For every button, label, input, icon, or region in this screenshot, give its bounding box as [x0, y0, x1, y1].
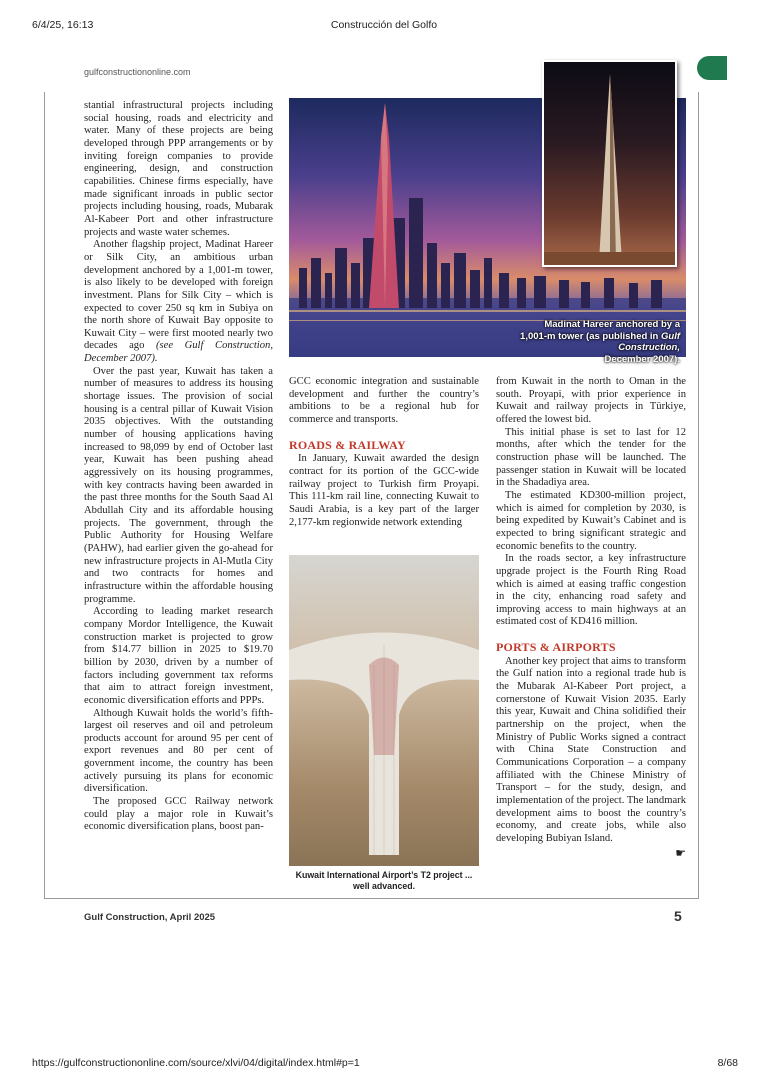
print-title: Construcción del Golfo	[330, 19, 438, 31]
paragraph: GCC economic integration and sustainable development and further the country’s ambitions to be a regional hub for commerce and transports.	[289, 376, 479, 425]
caption-line: Kuwait International Airport’s T2 project ...	[295, 870, 473, 880]
paragraph: from Kuwait in the north to Oman in the south. Proyapi, with prior experience in Kuwait and railway projects in Türkiye, offered the lowest bid.	[496, 376, 686, 425]
page-number: 5	[674, 908, 682, 924]
paragraph: Although Kuwait holds the world’s fifth-largest oil reserves and oil and petroleum products account for around 95 per cent of export revenues and 80 per cent of government income, the country has been actively pursuing its plans for economic diversification.	[84, 707, 273, 795]
article-column-3	[496, 376, 686, 859]
corner-tab	[697, 56, 727, 80]
paragraph-text: Another flagship project, Madinat Hareer or Silk City, an ambitious urban development anchored by a 1,001-m tower, is also likely to be developed with foreign investment. Plans for Silk City – which is expected to cover 250 sq km in Subiya on the north shore of Kuwait Bay opposite to Kuwait City – were first mooted nearly two decades ago	[84, 239, 273, 352]
caption-line: December 2007).	[604, 353, 680, 365]
frame-right-line	[698, 92, 699, 898]
publication-label: Gulf Construction, April 2025	[84, 912, 216, 923]
tower-illustration	[544, 62, 675, 265]
paragraph: The estimated KD300-million project, which is aimed for completion by 2030, is being expedited by Kuwait’s Cabinet and is expected to bring significant strategic and economic benefits to the country.	[496, 489, 686, 552]
article-column-1	[84, 100, 273, 834]
paragraph: In January, Kuwait awarded the design contract for its portion of the GCC-wide railway project to Turkish firm Proyapi. This 111-km rail line, connecting Kuwait to Saudi Arabia, is a key part of the larger 2,177-km regionwide network extending	[289, 453, 479, 528]
article-column-2	[289, 376, 479, 529]
paragraph: stantial infrastructural projects including social housing, roads and electricity and water. Many of these projects are being developed through PPP arrangements or by inviting foreign companies to provide engineering, design, and construction capabilities. Chinese firms especially, have made significant inroads in public sector projects including housing, roads, Mubarak Al-Kabeer Port and other infrastructure projects and waste water schemes.	[84, 100, 273, 238]
paragraph: In the roads sector, a key infrastructure upgrade project is the Fourth Ring Road which is aimed at easing traffic congestion in the city, enhancing road safety and improving access to main highways at an estimated cost of KD416 million.	[496, 553, 686, 628]
paragraph: This initial phase is set to last for 12 months, after which the tender for the construction phase will be launched. The passenger station in Kuwait will be located in the Shadadiya area.	[496, 426, 686, 489]
airport-illustration	[289, 555, 479, 866]
citation: (see Gulf Construction, December 2007).	[84, 340, 273, 365]
airport-caption	[289, 870, 479, 892]
site-label[interactable]: gulfconstructiononline.com	[84, 67, 191, 77]
paragraph	[84, 239, 273, 366]
caption-line: well advanced.	[352, 881, 416, 891]
frame-left-line	[44, 92, 45, 898]
paragraph: According to leading market research company Mordor Intelligence, the Kuwait construction market is projected to grow from $14.77 billion in 2025 to $19.70 billion by 2030, driven by a number of factors including government tax reforms that aim to attract foreign investment, economic diversification efforts and PPPs.	[84, 606, 273, 706]
airport-image	[289, 555, 479, 866]
paragraph: The proposed GCC Railway network could play a major role in Kuwait’s economic diversification plans, boost pan-	[84, 796, 273, 833]
print-page-count: 8/68	[717, 1057, 738, 1069]
section-heading-ports-airports: PORTS & AIRPORTS	[496, 640, 616, 655]
skyline-caption	[490, 319, 680, 365]
paragraph: Over the past year, Kuwait has taken a number of measures to address its housing shortage issues. The provision of social housing is a central pillar of Kuwait Vision 2035 objectives. With the outstanding number of housing applications having increased to 98,099 by end of October last year, Kuwait has been pushing ahead aggressively on its housing programmes, with key contracts having been awarded in the past three months for the South Saad Al Abdullah City and its affordable housing projects. The government, through the Public Authority for Housing Welfare (PAHW), had earlier given the go-ahead for new infrastructure projects in Al-Mutla City and two contracts for homes and infrastructure within the affordable housing programme.	[84, 365, 273, 605]
caption-line: 1,001-m tower (as published in Gulf Construction,	[520, 330, 680, 353]
caption-line: Madinat Hareer anchored by a	[544, 319, 680, 330]
end-mark-icon: ☛	[675, 845, 686, 860]
print-datetime: 6/4/25, 16:13	[32, 19, 94, 31]
print-url[interactable]: https://gulfconstructiononline.com/source/xlvi/04/digital/index.html#p=1	[32, 1057, 360, 1069]
paragraph: Another key project that aims to transform the Gulf nation into a regional trade hub is the Mubarak Al-Kabeer Port project, a cornerstone of Kuwait Vision 2035. Early this year, Kuwait and China solidified their partnership on the project, when the Ministry of Public Works signed a contract with China State Construction and Communications Corporation – a company affiliated with the Chinese Ministry of Transport – for the study, design, and implementation of the project. The landmark development aims to boost the country’s economy, and create jobs, while also developing Bubiyan Island.	[496, 655, 686, 844]
tower-inset-image	[542, 60, 677, 267]
frame-bottom-line	[44, 898, 699, 899]
section-heading-roads-railway: ROADS & RAILWAY	[289, 437, 406, 452]
